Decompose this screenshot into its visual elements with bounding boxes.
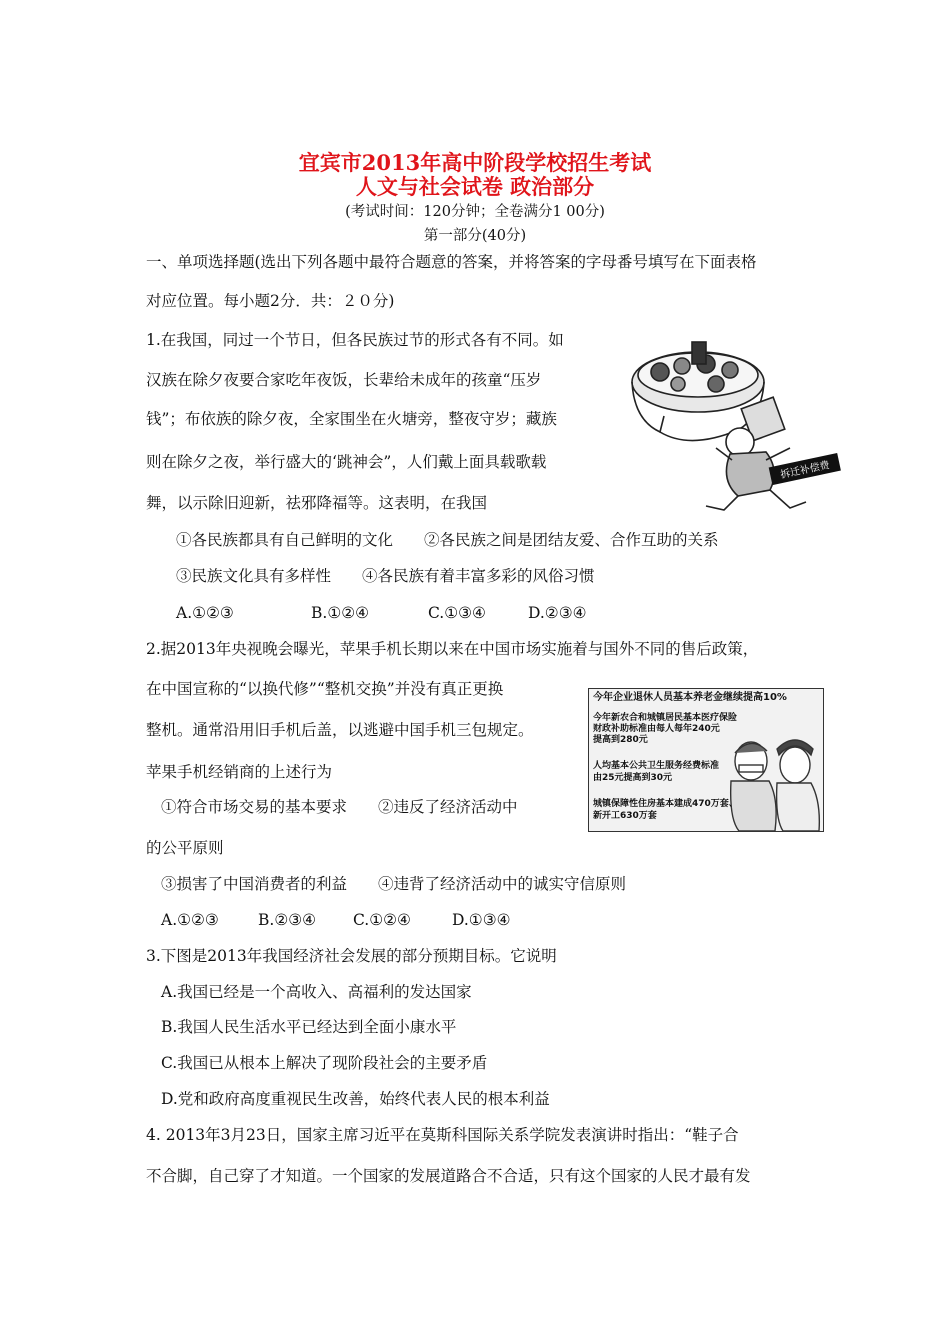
target-item-2a: 今年新农合和城镇居民基本医疗保险	[593, 713, 738, 723]
target-item-2c: 提高到280元	[593, 735, 648, 745]
target-item-3b: 由25元提高到30元	[593, 773, 673, 783]
part-label: 第一部分(40分)	[423, 228, 527, 244]
q1-choice-b: B.①②④	[311, 604, 370, 622]
q1-options-line1: ①各民族都具有自己鲜明的文化 ②各民族之间是团结友爱、合作互助的关系	[176, 531, 719, 549]
q4-line2: 不合脚，自己穿了才知道。一个国家的发展道路合不合适，只有这个国家的人民才最有发	[146, 1167, 751, 1185]
q1-line1: 1.在我国，同过一个节日，但各民族过节的形式各有不同。如	[146, 331, 564, 349]
q1-line2: 汉族在除夕夜要合家吃年夜饭，长辈给未成年的孩童“压岁	[146, 371, 542, 389]
q1-line4: 则在除夕之夜，举行盛大的‘跳神会”，人们戴上面具载歌载	[146, 453, 547, 471]
target-item-4b: 新开工630万套	[593, 811, 657, 821]
q2-line3: 整机。通常沿用旧手机后盖，以逃避中国手机三包规定。	[146, 721, 534, 739]
q3-stem: 3.下图是2013年我国经济社会发展的部分预期目标。它说明	[146, 947, 557, 965]
exam-title-line2: 人文与社会试卷 政治部分	[355, 174, 595, 199]
q4-line1: 4. 2013年3月23日，国家主席习近平在莫斯科国际关系学院发表演讲时指出：“鞋子合	[146, 1126, 739, 1144]
q1-choice-c: C.①③④	[428, 604, 486, 622]
exam-info: (考试时间：120分钟；全卷满分1 00分)	[345, 204, 605, 220]
q2-choice-a: A.①②③	[161, 911, 219, 929]
q1-line5: 舞，以示除旧迎新，祛邪降福等。这表明，在我国	[146, 494, 488, 512]
q2-options-line1: ①符合市场交易的基本要求 ②违反了经济活动中	[161, 798, 518, 816]
section-instruction-line1: 一、单项选择题(选出下列各题中最符合题意的答案，并将答案的字母番号填写在下面表格	[146, 253, 757, 271]
target-item-4a: 城镇保障性住房基本建成470万套、	[593, 799, 738, 809]
section-instruction-line2: 对应位置。每小题2分．共：２０分)	[146, 292, 395, 310]
target-item-2b: 财政补助标准由每人每年240元	[593, 724, 720, 734]
q2-line4: 苹果手机经销商的上述行为	[146, 763, 333, 781]
q2-options-line2: ③损害了中国消费者的利益 ④违背了经济活动中的诚实守信原则	[161, 875, 627, 893]
q2-choice-d: D.①③④	[452, 911, 511, 929]
q1-choice-d: D.②③④	[528, 604, 587, 622]
q3-option-d: D.党和政府高度重视民生改善，始终代表人民的根本利益	[161, 1090, 550, 1108]
cartoon-sign-text: 拆迁补偿费	[779, 459, 831, 482]
economic-targets-figure	[588, 688, 824, 832]
q3-option-b: B.我国人民生活水平已经达到全面小康水平	[161, 1018, 457, 1036]
q2-choice-c: C.①②④	[353, 911, 411, 929]
q1-choice-a: A.①②③	[176, 604, 234, 622]
q3-option-a: A.我国已经是一个高收入、高福利的发达国家	[161, 983, 472, 1001]
exam-title-line1: 宜宾市2013年高中阶段学校招生考试	[298, 150, 652, 175]
target-item-3a: 人均基本公共卫生服务经费标准	[593, 761, 720, 771]
target-item-1: 今年企业退休人员基本养老金继续提高10%	[593, 692, 787, 703]
q1-line3: 钱”；布依族的除夕夜，全家围坐在火塘旁，整夜守岁；藏族	[146, 410, 557, 428]
q2-choice-b: B.②③④	[258, 911, 317, 929]
q3-option-c: C.我国已从根本上解决了现阶段社会的主要矛盾	[161, 1054, 488, 1072]
q2-line2: 在中国宣称的“以换代修”“整机交换”并没有真正更换	[146, 680, 504, 698]
q2-line1: 2.据2013年央视晚会曝光，苹果手机长期以来在中国市场实施着与国外不同的售后政策，	[146, 640, 759, 658]
q2-options-line1b: 的公平原则	[146, 839, 224, 857]
q1-cartoon-image	[620, 320, 842, 520]
q1-options-line2: ③民族文化具有多样性 ④各民族有着丰富多彩的风俗习惯	[176, 567, 595, 585]
